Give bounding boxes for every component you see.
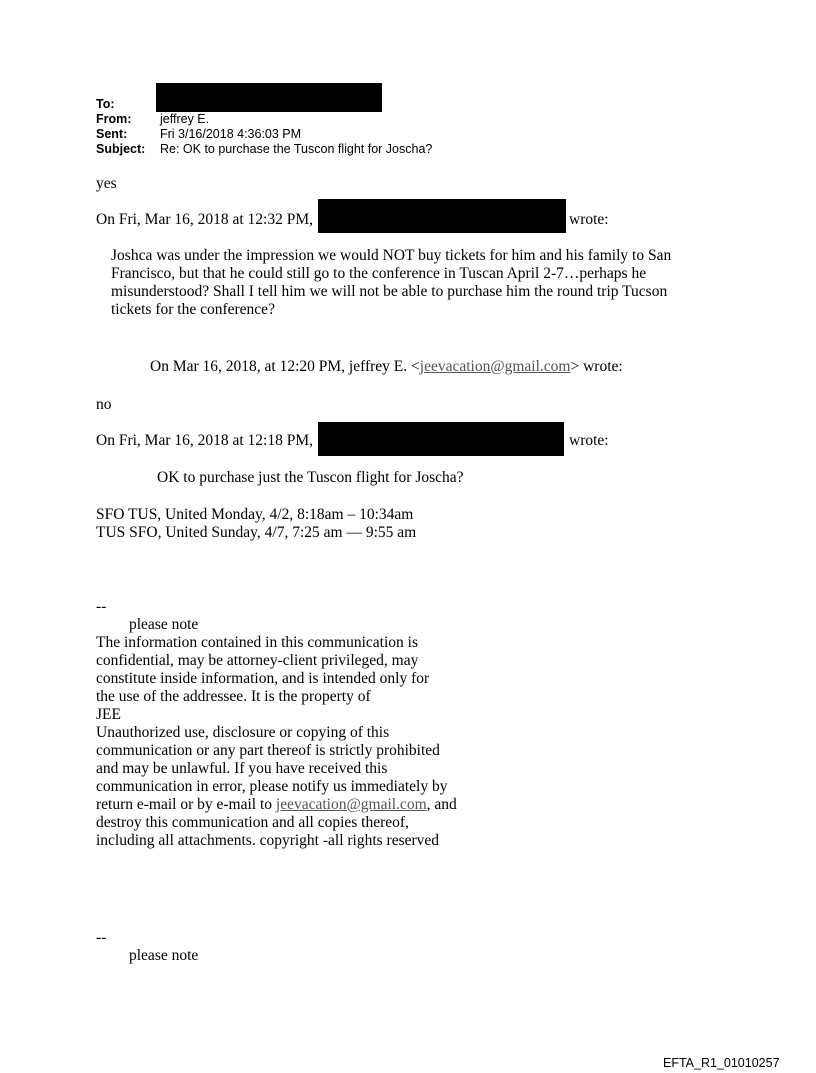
quote1-line: misunderstood? Shall I tell him we will not be able to purchase him the round trip Tucson [111,283,668,300]
quote1-wrote: wrote: [569,211,609,228]
disclaimer-line: constitute inside information, and is intended only for [96,670,430,687]
disclaimer-line: Unauthorized use, disclosure or copying of this [96,724,390,741]
subject-label: Subject: [96,142,146,156]
sent-label: Sent: [96,127,128,141]
quote3-question: OK to purchase just the Tuscon flight for Joscha? [157,469,464,486]
please-note: please note [129,616,199,633]
subject-value: Re: OK to purchase the Tuscon flight for Joscha? [160,142,433,156]
quote1-line: tickets for the conference? [111,301,275,318]
quote2-suffix: > wrote: [570,358,623,375]
to-label: To: [96,97,115,111]
quote3-intro: On Fri, Mar 16, 2018 at 12:18 PM, [96,432,313,449]
quote2-email-link[interactable]: jeevacation@gmail.com [419,358,571,375]
disclaimer-line: destroy this communication and all copies thereof, [96,814,409,831]
disclaimer-line-email [96,796,457,813]
from-value: jeffrey E. [160,112,210,126]
disclaimer-line: including all attachments. copyright -all rights reserved [96,832,440,849]
flight-line-2: TUS SFO, United Sunday, 4/7, 7:25 am — 9:55 am [96,524,417,541]
disclaimer-line: and may be unlawful. If you have received this [96,760,388,777]
disclaimer-line: the use of the addressee. It is the property of [96,688,371,705]
reply-no: no [96,396,112,413]
redacted-sender-2 [318,422,564,456]
quote1-intro: On Fri, Mar 16, 2018 at 12:32 PM, [96,211,313,228]
quote2-header [150,358,623,375]
flight-line-1: SFO TUS, United Monday, 4/2, 8:18am – 10:34am [96,506,414,523]
redacted-sender-1 [318,199,566,233]
disclaimer-line: confidential, may be attorney-client privileged, may [96,652,419,669]
sent-value: Fri 3/16/2018 4:36:03 PM [160,127,302,141]
quote1-line: Joshca was under the impression we would NOT buy tickets for him and his family to San [111,247,672,264]
disclaimer-email-link[interactable]: jeevacation@gmail.com [275,796,427,813]
signature-separator: -- [96,598,107,615]
quote1-line: Francisco, but that he could still go to the conference in Tuscan April 2-7…perhaps he [111,265,647,282]
quote3-wrote: wrote: [569,432,609,449]
reply-yes: yes [96,175,117,192]
page-identifier: EFTA_R1_01010257 [663,1056,780,1070]
quote2-prefix: On Mar 16, 2018, at 12:20 PM, jeffrey E. < [150,358,420,375]
signature-separator-2: -- [96,929,107,946]
disclaimer-line: communication or any part thereof is strictly prohibited [96,742,440,759]
redacted-to-value [156,83,382,112]
disclaimer-line: The information contained in this communication is [96,634,418,651]
disclaimer-line: JEE [96,706,121,723]
disclaimer-return-prefix: return e-mail or by e-mail to [96,796,276,813]
please-note-2: please note [129,947,199,964]
disclaimer-line: communication in error, please notify us immediately by [96,778,448,795]
disclaimer-return-suffix: , and [426,796,457,813]
from-label: From: [96,112,132,126]
